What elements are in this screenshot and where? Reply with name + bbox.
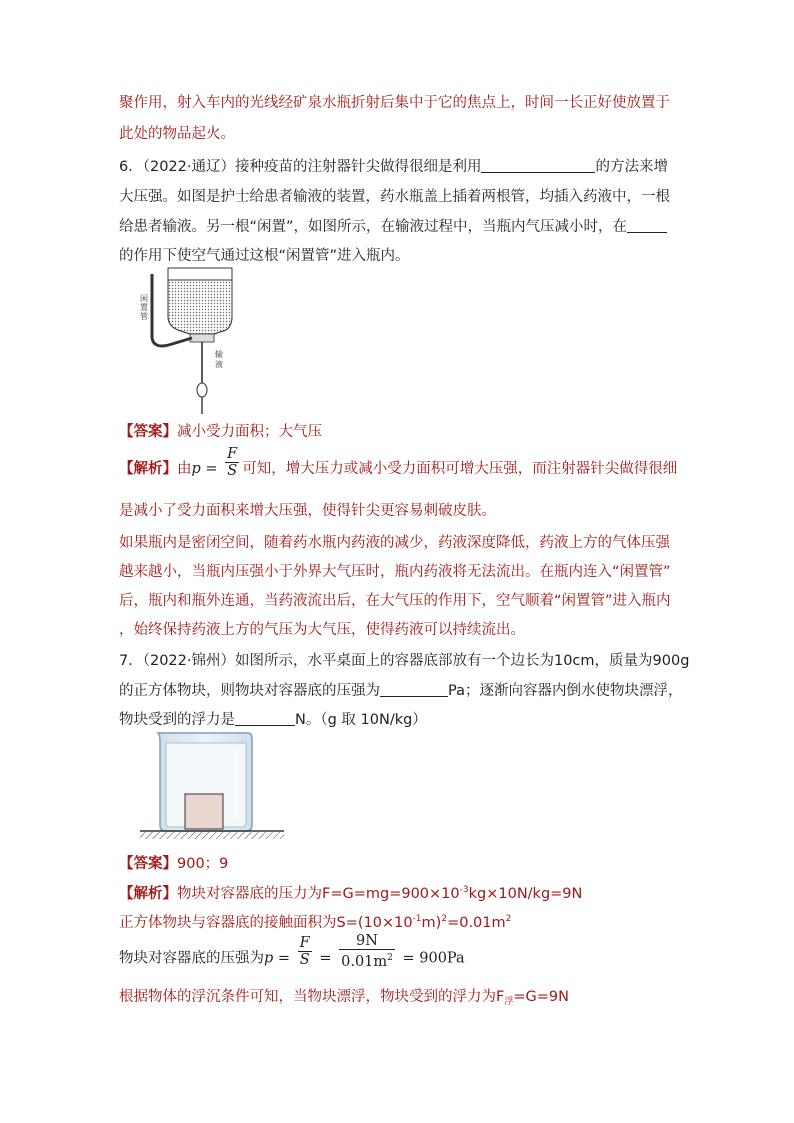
analysis-7-line-3 <box>119 933 465 970</box>
analysis-6-line-1 <box>119 445 678 479</box>
analysis-7-text-c: 正方体物块与容器底的接触面积为S=(10×10 <box>119 915 413 931</box>
answer-6-text: 减小受力面积；大气压 <box>177 424 322 440</box>
analysis-tag: 【解析】 <box>119 461 177 477</box>
fraction-denominator: S <box>227 462 238 479</box>
exponent: -1 <box>412 914 422 924</box>
pressure-symbol: p <box>264 950 274 967</box>
exponent: -3 <box>459 885 469 895</box>
fraction-numerator: F <box>299 935 310 951</box>
answer-blank <box>627 218 667 233</box>
answer-6 <box>119 422 322 442</box>
pressure-formula-fraction <box>298 935 312 968</box>
numeric-fraction <box>339 933 395 970</box>
answer-blank <box>380 682 448 697</box>
answer-blank <box>235 711 295 726</box>
analysis-tag: 【解析】 <box>119 886 177 902</box>
pressure-symbol: p <box>191 461 201 477</box>
equals-sign: = <box>314 950 337 967</box>
fraction-numerator: F <box>227 445 238 462</box>
analysis-7-text-h: =G=9N <box>513 989 569 1005</box>
question-6-text-a: 6．（2022·通辽）接种疫苗的注射器针尖做得很细是利用 <box>119 159 482 175</box>
analysis-7-line-4 <box>119 987 569 1012</box>
question-6-line-1 <box>119 157 668 177</box>
subscript: 浮 <box>504 997 514 1007</box>
exponent: 2 <box>387 953 393 963</box>
question-7-line-1: 7．（2022·锦州）如图所示，水平桌面上的容器底部放有一个边长为10cm，质量为900g <box>119 653 690 669</box>
analysis-6-line-3: 如果瓶内是密闭空间，随着药水瓶内药液的减少，药液深度降低，药液上方的气体压强 <box>119 535 670 551</box>
equals-sign: = <box>200 461 223 477</box>
analysis-7-text-d: m) <box>421 915 442 931</box>
idle-tube-label: 闲置管 <box>140 294 148 321</box>
question-7-line-3 <box>119 710 427 730</box>
denominator-value: 0.01m <box>341 954 388 970</box>
equals-sign: = <box>273 950 295 967</box>
analysis-7-text-a: 物块对容器底的压力为F=G=mg=900×10 <box>177 886 460 902</box>
exponent: 2 <box>441 914 448 924</box>
analysis-7-text-b: kg×10N/kg=9N <box>468 886 583 902</box>
answer-tag: 【答案】 <box>119 856 177 872</box>
answer-tag: 【答案】 <box>119 424 177 440</box>
question-7-text-a: 的正方体物块，则物块对容器底的压强为 <box>119 683 380 699</box>
infusion-bottle-figure <box>138 266 248 416</box>
analysis-7-text-g: 根据物体的浮沉条件可知，当物块漂浮，物块受到的浮力为F <box>119 989 505 1005</box>
question-7-text-d: N。（g 取 10N/kg） <box>295 712 427 728</box>
intro-line-1: 聚作用，射入车内的光线经矿泉水瓶折射后集中于它的焦点上，时间一长正好使放置于 <box>119 95 670 111</box>
beaker-with-cube-illustration <box>140 731 284 843</box>
analysis-7-line-1 <box>119 880 582 904</box>
intro-line-2: 此处的物品起火。 <box>119 126 235 142</box>
analysis-6-line-2: 是减小了受力面积来增大压强，使得针尖更容易刺破皮肤。 <box>119 503 496 519</box>
analysis-6-line-5: 后，瓶内和瓶外连通，当药液流出后，在大气压的作用下，空气顺着“闲置管”进入瓶内 <box>119 593 671 609</box>
analysis-6-line-6: ，始终保持药液上方的气压为大气压，使得药液可以持续流出。 <box>119 622 525 638</box>
question-6-line-4: 的作用下使空气通过这根“闲置管”进入瓶内。 <box>119 248 410 264</box>
answer-7 <box>119 854 228 874</box>
question-7-text-b: Pa；逐渐向容器内倒水使物块漂浮， <box>448 683 683 699</box>
analysis-6-pre: 由 <box>177 461 192 477</box>
infusion-bottle-illustration <box>138 266 248 416</box>
infusion-tube-label: 输液 <box>215 350 223 369</box>
analysis-6-post: 可知，增大压力或减小受力面积可增大压强，而注射器针尖做得很细 <box>242 461 678 477</box>
question-7-line-2 <box>119 681 682 701</box>
exponent: 2 <box>505 914 512 924</box>
pressure-formula-fraction <box>225 446 239 479</box>
fraction-denominator: S <box>299 952 310 968</box>
question-6-line-2: 大压强。如图是护士给患者输液的装置，药水瓶盖上插着两根管，均插入药液中，一根 <box>119 189 670 205</box>
result-value: = 900Pa <box>397 950 465 967</box>
answer-blank <box>481 158 595 173</box>
answer-7-text: 900；9 <box>177 856 229 872</box>
analysis-7-text-e: =0.01m <box>447 915 506 931</box>
analysis-7-line-2 <box>119 909 511 933</box>
fraction-denominator <box>339 950 395 970</box>
question-6-line-3 <box>119 217 667 237</box>
question-6-text-c: 给患者输液。另一根“闲置”，如图所示，在输液过程中，当瓶内气压减小时，在 <box>119 219 628 235</box>
fraction-numerator: 9N <box>339 933 395 950</box>
analysis-7-text-f: 物块对容器底的压强为 <box>119 950 264 967</box>
question-7-text-c: 物块受到的浮力是 <box>119 712 235 728</box>
analysis-6-line-4: 越来越小，当瓶内压强小于外界大气压时，瓶内药液将无法流出。在瓶内连入“闲置管” <box>119 564 671 580</box>
beaker-figure <box>140 731 284 843</box>
question-6-text-b: 的方法来增 <box>595 159 668 175</box>
